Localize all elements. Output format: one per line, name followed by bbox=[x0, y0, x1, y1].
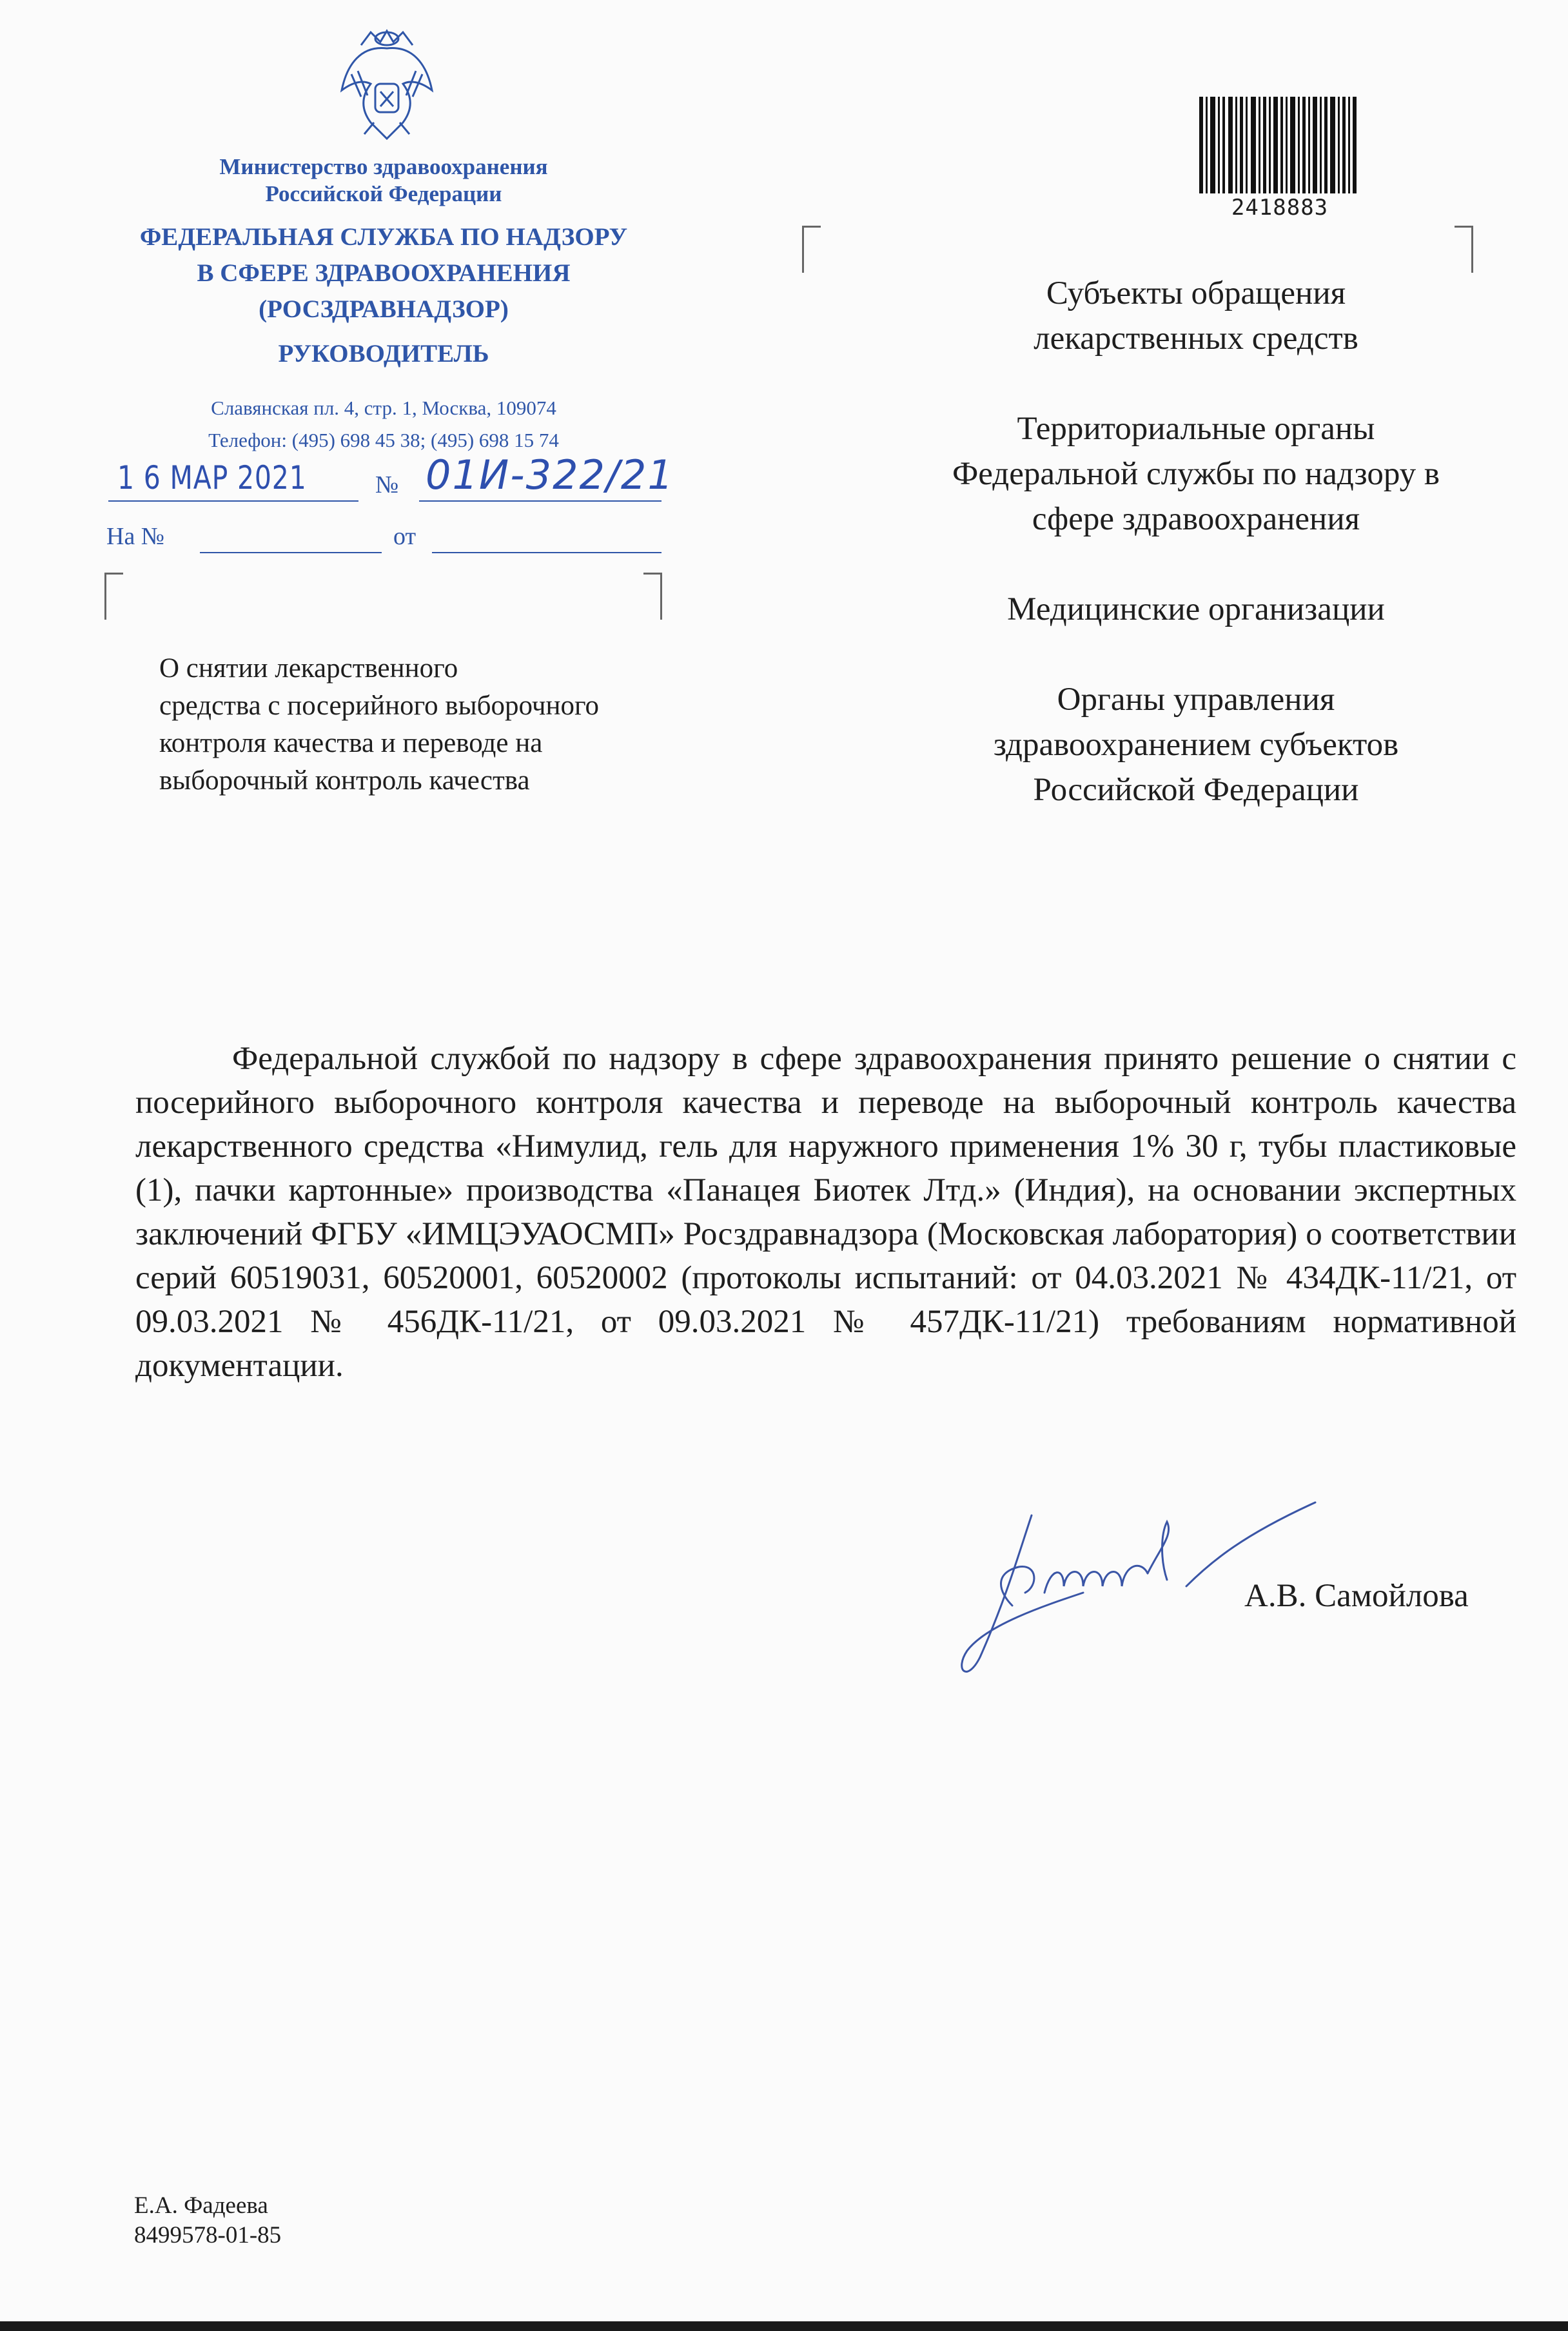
recipient-line: здравоохранением субъектов bbox=[993, 727, 1399, 763]
barcode-number: 2418883 bbox=[1231, 195, 1329, 221]
number-line bbox=[419, 500, 662, 502]
recipient-line: Медицинские организации bbox=[1007, 591, 1385, 627]
recipient-line: Органы управления bbox=[1057, 682, 1335, 718]
recipient-line: Территориальные органы bbox=[1017, 411, 1375, 447]
head-role: РУКОВОДИТЕЛЬ bbox=[278, 340, 489, 368]
corner-bracket bbox=[104, 573, 123, 620]
recipient-line: Российской Федерации bbox=[1033, 772, 1359, 808]
executor-phone: 8499578-01-85 bbox=[134, 2222, 282, 2248]
service-line: (РОСЗДРАВНАДЗОР) bbox=[259, 295, 509, 323]
coat-of-arms-icon bbox=[335, 19, 438, 142]
recipient bbox=[877, 406, 1515, 542]
number-label: № bbox=[375, 471, 399, 498]
reply-to-line bbox=[200, 552, 382, 553]
executor-name: Е.А. Фадеева bbox=[134, 2192, 268, 2219]
recipient bbox=[877, 587, 1515, 632]
ministry-name bbox=[135, 153, 632, 208]
scan-edge bbox=[0, 2321, 1568, 2331]
recipient bbox=[877, 677, 1515, 812]
recipient-line: Субъекты обращения bbox=[1046, 275, 1346, 311]
recipient-line: Федеральной службы по надзору в bbox=[952, 456, 1440, 492]
recipient-line: лекарственных средств bbox=[1034, 320, 1358, 357]
ministry-line: Российской Федерации bbox=[265, 181, 502, 206]
subject-line: средства с посерийного выборочного bbox=[159, 691, 600, 721]
signer-name: А.В. Самойлова bbox=[1244, 1578, 1469, 1614]
date-line bbox=[108, 500, 358, 502]
from-label: от bbox=[393, 523, 416, 550]
registration-number: 01И-322/21 bbox=[426, 451, 674, 498]
phone: Телефон: (495) 698 45 38; (495) 698 15 74 bbox=[208, 429, 559, 451]
body-text: Федеральной службой по надзору в сфере здравоохранения принято решение о снятии с посерийного выборочного контроля качества и переводе на выборочный контроль качества лекарственного средства «Нимулид, гель для наружного применения 1% 30 г, тубы пластиковые (1), пачки картонные» производства «Панацея Биотек Лтд.» (Индия), на основании экспертных заключений ФГБУ «ИМЦЭУАОСМП» Росздравнадзора (Московская лаборатория) о соответствии серий 60519031, 60520001, 60520002 (протоколы испытаний: от 04.03.2021 № 434ДК-11/21, от 09.03.2021 № 456ДК-11/21, от 09.03.2021 № 457ДК-11/21) требованиям нормативной документации. bbox=[135, 1041, 1516, 1384]
subject-line: контроля качества и переводе на bbox=[159, 728, 543, 758]
recipient bbox=[877, 271, 1515, 361]
barcode-icon bbox=[1199, 97, 1357, 193]
from-line bbox=[432, 552, 662, 553]
recipients bbox=[877, 271, 1515, 858]
corner-bracket bbox=[643, 573, 662, 620]
corner-bracket bbox=[802, 226, 821, 273]
date-stamp: 1 6 МАР 2021 bbox=[117, 459, 307, 497]
subject bbox=[159, 650, 714, 800]
service-line: В СФЕРЕ ЗДРАВООХРАНЕНИЯ bbox=[197, 259, 571, 287]
executor-info bbox=[134, 2191, 281, 2250]
service-line: ФЕДЕРАЛЬНАЯ СЛУЖБА ПО НАДЗОРУ bbox=[139, 223, 628, 251]
reply-to-label: На № bbox=[106, 523, 165, 550]
subject-line: выборочный контроль качества bbox=[159, 765, 530, 796]
service-name bbox=[84, 219, 683, 328]
corner-bracket bbox=[1455, 226, 1473, 273]
ministry-line: Министерство здравоохранения bbox=[219, 154, 548, 179]
address: Славянская пл. 4, стр. 1, Москва, 109074 bbox=[211, 397, 556, 419]
address-block bbox=[129, 392, 638, 457]
recipient-line: сфере здравоохранения bbox=[1032, 501, 1360, 537]
subject-line: О снятии лекарственного bbox=[159, 653, 458, 684]
